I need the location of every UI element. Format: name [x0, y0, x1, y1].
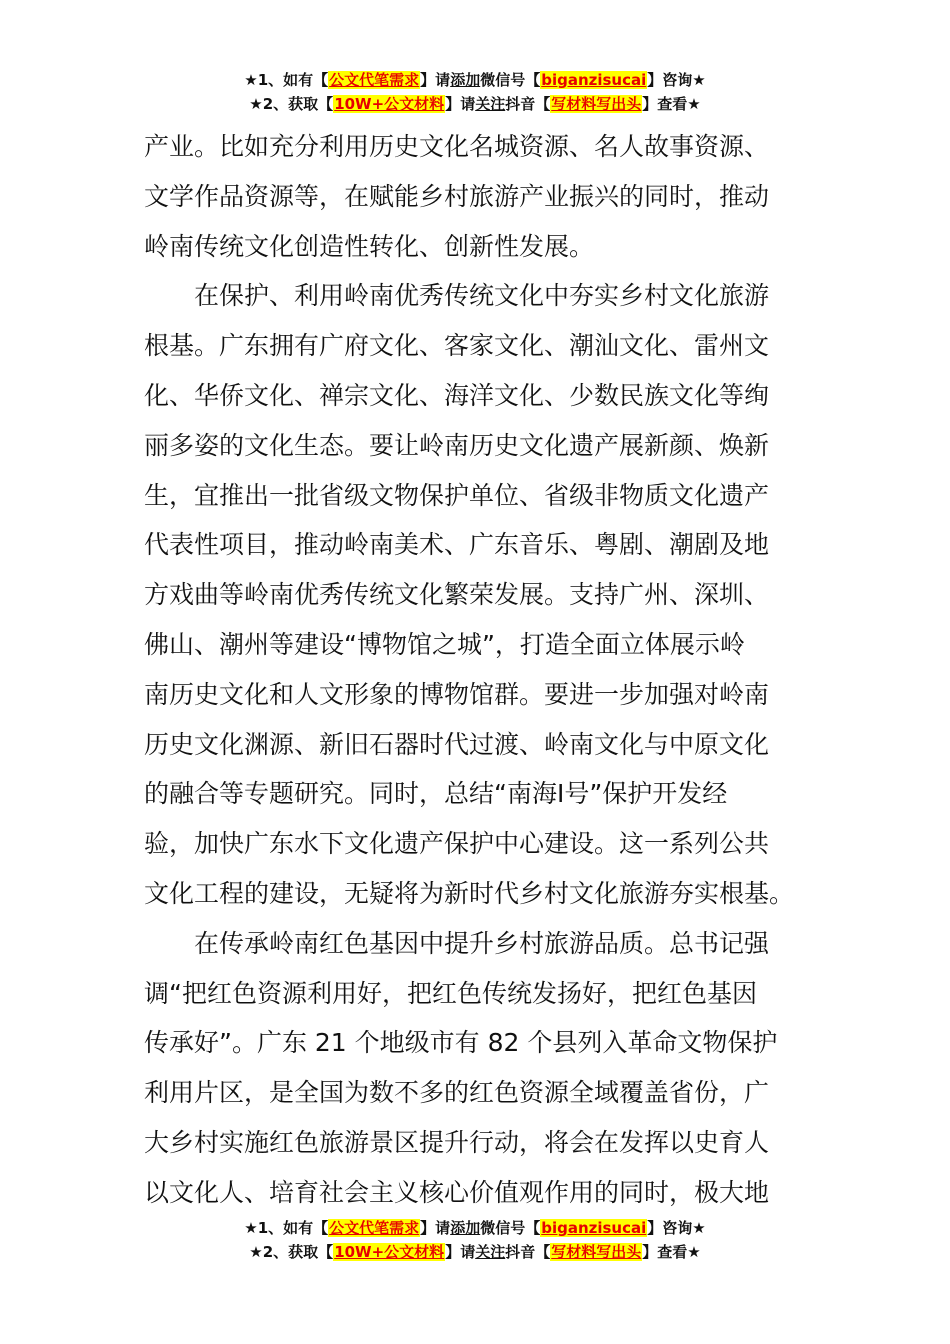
- banner-line-2: ★2、获取【10W+公文材料】请关注抖音【写材料写出头】查看★: [249, 1243, 701, 1261]
- banner-line-1: ★1、如有【公文代笔需求】请添加微信号【biganzisucai】咨询★: [244, 1219, 706, 1237]
- text-line: 文化工程的建设，无疑将为新时代乡村文化旅游夯实根基。: [144, 878, 795, 908]
- header-banner: [0, 68, 950, 116]
- text-line: 丽多姿的文化生态。要让岭南历史文化遗产展新颜、焕新: [144, 430, 770, 460]
- highlight-douyin: 写材料写出头: [551, 95, 642, 113]
- text-line: 大乡村实施红色旅游景区提升行动，将会在发挥以史育人: [144, 1127, 770, 1157]
- highlight-materials: 10W+公文材料: [334, 95, 445, 113]
- document-body: [144, 122, 810, 1218]
- text-line: 化、华侨文化、禅宗文化、海洋文化、少数民族文化等绚: [144, 380, 770, 410]
- text-line: 根基。广东拥有广府文化、客家文化、潮汕文化、雷州文: [144, 331, 770, 361]
- text-line: 验，加快广东水下文化遗产保护中心建设。这一系列公共: [144, 829, 770, 859]
- text-line: 代表性项目，推动岭南美术、广东音乐、粤剧、潮剧及地: [144, 530, 770, 560]
- text-line: 利用片区，是全国为数不多的红色资源全域覆盖省份，广: [144, 1078, 770, 1108]
- highlight-douyin: 写材料写出头: [551, 1243, 642, 1261]
- text-line: 历史文化渊源、新旧石器时代过渡、岭南文化与中原文化: [144, 729, 770, 759]
- text-line: 的融合等专题研究。同时，总结“南海Ⅰ号”保护开发经: [144, 779, 728, 809]
- banner-line-2: ★2、获取【10W+公文材料】请关注抖音【写材料写出头】查看★: [249, 95, 701, 113]
- text-line: 以文化人、培育社会主义核心价值观作用的同时，极大地: [144, 1177, 770, 1207]
- text-line: 文学作品资源等，在赋能乡村旅游产业振兴的同时，推动: [144, 181, 770, 211]
- text-line: 在传承岭南红色基因中提升乡村旅游品质。总书记强: [144, 928, 770, 958]
- highlight-wechat-id: biganzisucai: [541, 1219, 647, 1237]
- text-line: 生，宜推出一批省级文物保护单位、省级非物质文化遗产: [144, 480, 770, 510]
- text-line: 方戏曲等岭南优秀传统文化繁荣发展。支持广州、深圳、: [144, 580, 770, 610]
- footer-banner: [0, 1216, 950, 1264]
- text-line: 产业。比如充分利用历史文化名城资源、名人故事资源、: [144, 132, 770, 161]
- text-line: 调“把红色资源利用好，把红色传统发扬好，把红色基因: [144, 978, 757, 1008]
- highlight-materials: 10W+公文材料: [334, 1243, 445, 1261]
- highlight-wechat-id: biganzisucai: [541, 71, 647, 89]
- text-line: 南历史文化和人文形象的博物馆群。要进一步加强对岭南: [144, 679, 770, 709]
- text-line: 传承好”。广东 21 个地级市有 82 个县列入革命文物保护: [144, 1028, 778, 1058]
- banner-line-1: ★1、如有【公文代笔需求】请添加微信号【biganzisucai】咨询★: [244, 71, 706, 89]
- text-line: 在保护、利用岭南优秀传统文化中夯实乡村文化旅游: [144, 281, 770, 311]
- highlight-service: 公文代笔需求: [329, 1219, 420, 1237]
- text-line: 岭南传统文化创造性转化、创新性发展。: [144, 231, 595, 261]
- text-line: 佛山、潮州等建设“博物馆之城”，打造全面立体展示岭: [144, 629, 745, 659]
- highlight-service: 公文代笔需求: [329, 71, 420, 89]
